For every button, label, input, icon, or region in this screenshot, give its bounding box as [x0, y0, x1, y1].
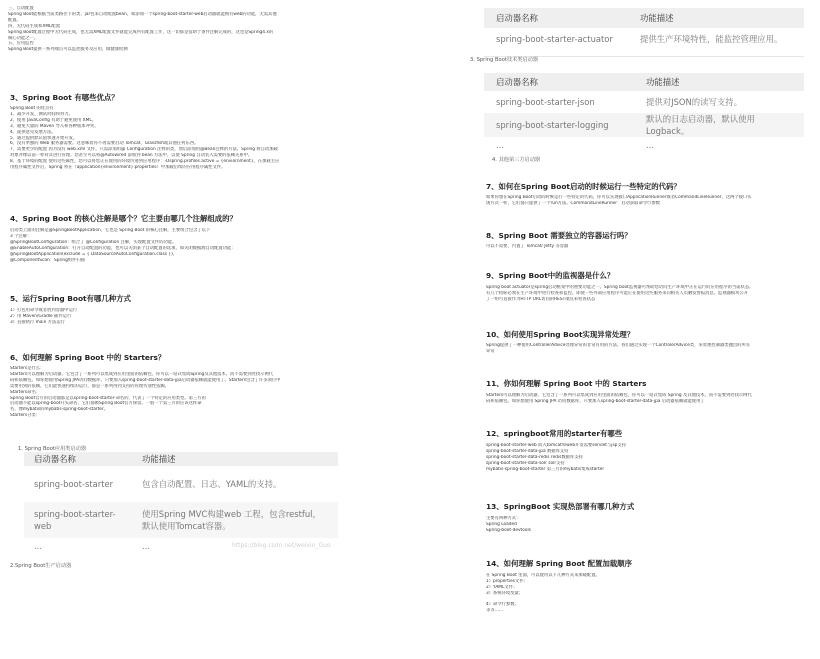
table-cell: 提供对JSON的读写支持。 [646, 97, 743, 107]
text-line: 启动类上面的注解是@SpringBootApplication，它也是 Spring Boot 的核心注解，主要组合包含了以下 [10, 228, 211, 233]
table-cell: ... [34, 541, 42, 551]
text-line: spring-boot-starter-data-jpa 数据库支持 [486, 448, 569, 454]
list-caption: 1. Spring Boot应用类启动器 [18, 446, 87, 452]
text-line: 2）YAML文件； [486, 584, 518, 590]
section-body [486, 573, 600, 613]
text-line: mybatis-spring-boot-starter 第三方的mybatis集成starter [486, 466, 605, 472]
text-line: 四、无代码生成和XML配置 [8, 23, 61, 29]
section-body [10, 228, 236, 263]
text-line: Spring boot actuator是spring启动框架中的重要功能之一。Spring boot监视器可帮助您访问生产环境中正在运行的应用程序的当前状态。 [486, 285, 754, 290]
text-line: 5、通过提供默认值快速开始开发。 [10, 135, 78, 141]
text-line: 了一组可直接作为HTTP URL访问的REST端点来检查状态 [486, 296, 596, 302]
section-heading: 11、你如何理解 Spring Boot 中的 Starters [486, 379, 647, 388]
list-caption: 3. Spring Boot技术类启动器 [470, 57, 539, 63]
text-line: 7、需要更少的配置 因为没有 web.xml 文件。只需添加用@ Configuration 注释的类，然后添加用@Bean注释的方法，Spring 将自动加载 [10, 147, 278, 153]
section-body [486, 443, 626, 473]
text-line: Starters可以理解为启动器，它包含了一系列可以集成到应用里面的依赖包，你可以一站式集成Spring及其他技术，而不需要到处找示例代 [10, 371, 274, 377]
section-body [10, 308, 77, 326]
section-body [486, 393, 752, 405]
section-heading: 14、如何理解 Spring Boot 配置加载顺序 [486, 559, 632, 568]
table-row [484, 91, 804, 113]
text-line: 主要有两种方式： [486, 516, 521, 521]
table-cell: spring-boot-starter [34, 479, 114, 489]
watermark: https://blog.csdn.net/weixin_Guo [232, 542, 331, 549]
text-line: 用程序属性文件后，Spring 将在（application{environment}.properties）中加载后续的应用程序属性文件。 [10, 165, 226, 171]
text-line: 有几个指标必须在生产环境中进行检查和监控。即使一些外部应用程序可能正在使用这些服务来向相关人员触发警报消息。监视器模块公开 [486, 290, 749, 296]
text-line: spring-boot-starter-data-redis redis数据库支持 [486, 454, 583, 460]
text-line: Spring Boot提供一系列端点可以监控服务及应用，做健康检测 [8, 47, 128, 53]
text-line: 6、没有单独的 Web 服务器需要。这意味着你不再需要启动 Tomcat，Glassfish或其他任何东西。 [10, 141, 199, 147]
text-line: 3）直接执行 main 方法运行 [10, 319, 65, 325]
text-line: @EnableAutoConfiguration：打开自动配置的功能，也可以关闭某个自动配置的选项，如关闭数据源自动配置功能： [10, 245, 236, 251]
text-line: spring-boot-starter-data-solr solr支持 [486, 460, 565, 466]
text-line: Spring Loaded [486, 521, 517, 527]
section-heading: 7、如何在Spring Boot启动的时候运行一些特定的代码？ [486, 182, 681, 191]
text-line: @ComponentScan：Spring组件扫描 [10, 257, 86, 263]
text-line: Spring Boot能根据当前类路径下的类、jar包来自动配置bean，如添加一个spring-boot-starter-web启动器就能拥有web的功能，无需其他 [8, 11, 277, 17]
text-line: 等等…… [486, 607, 504, 613]
text-line: 核心功能之一。 [8, 35, 39, 41]
text-line: 1）properties文件； [486, 578, 528, 584]
text-line: 启动器不能以spring-boot开头命名，它们都被Spring Boot官方保留。一般一个第三方的应该这样命 [10, 401, 202, 407]
section-body [486, 195, 752, 207]
section-body [486, 244, 568, 250]
text-line: 需要用到的依赖，它们能快速持续的运行，都是一系列得到支持的管理传递性依赖。 [10, 383, 169, 389]
text-line: 2）用 Maven/Gradle 插件运行 [10, 313, 72, 319]
text-line: 在 Spring Boot 里面，可以使用以下几种方式来加载配置。 [486, 573, 600, 578]
table-cell: 使用Spring MVC构建web 工程，包含restful，默认使用Tomcat容器。 [132, 502, 338, 538]
list-caption: 2.Spring Boot生产启动器 [10, 563, 72, 569]
text-line: 8、基于环境的配置 使用这些属性，您可以将您正在使用的环境传递到应用程序：-Dspring.profiles.active = {enviornment}。在加载主应 [10, 159, 280, 165]
table-header: 启动器名称 [24, 452, 132, 466]
section-body [10, 106, 279, 171]
section-body [486, 285, 753, 303]
table-header: 启动器名称 [484, 73, 634, 91]
text-line: Spring-boot-devtools [486, 527, 531, 533]
section-heading: 6、如何理解 Spring Boot 中的 Starters？ [10, 353, 166, 362]
text-line: Starters是什么： [10, 366, 45, 371]
section-heading: 8、Spring Boot 需要独立的容器运行吗？ [486, 231, 632, 240]
text-line: 3 个注解： [10, 233, 32, 239]
table-row [484, 137, 804, 153]
section-body [486, 516, 531, 534]
section-body [10, 366, 280, 419]
text-line: 码和依赖包。如你想使用 Spring JPA 访问数据库，只要加入spring-boot-starter-data-jpa 启动器依赖就能使用了 [486, 398, 705, 404]
starter-table-production [484, 8, 804, 50]
text-line: Starters命名： [10, 389, 41, 395]
text-line: 4）命令行参数； [486, 601, 519, 607]
table-row [24, 466, 338, 502]
text-line: 名，像mybatis的mybatis-spring-boot-starter。 [10, 407, 109, 413]
text-line: 1、减少开发，测试时间和努力。 [10, 111, 73, 117]
table-header: 功能描述 [132, 452, 338, 466]
section-heading: 4、Spring Boot 的核心注解是哪个？它主要由哪几个注解组成的？ [10, 214, 237, 223]
table-cell: 默认的日志启动器，默认使用Logback。 [634, 113, 804, 137]
section-body [486, 343, 750, 355]
text-line: 可以不需要，内置了 Tomcat/ Jetty 等容器 [486, 244, 569, 249]
text-line: 3、避免大量的 Maven 导入和各种版本冲突。 [10, 123, 99, 129]
section-heading: 3、Spring Boot 有哪些优点？ [10, 93, 119, 102]
section-heading: 10、如何使用Spring Boot实现异常处理？ [486, 330, 635, 339]
section-heading: 9、Spring Boot中的监视器是什么？ [486, 271, 615, 280]
table-row [484, 113, 804, 137]
text-line: Spring提供了一种使用ControllerAdvice处理异常的非常有用的方法。我们通过实现一个ControlerAdvice类，来处理控制器类抛出的所有 [486, 343, 751, 348]
starter-table-app [24, 452, 338, 554]
text-line: spring-boot-starter-web 嵌入tomcat和web开发需要servlet与jsp支持 [486, 443, 626, 448]
table-header: 功能描述 [634, 73, 804, 91]
section-heading: 5、运行Spring Boot有哪几种方式 [10, 294, 131, 303]
text-line: 对象并像以前一样对其进行管理。您甚至可以将@Autowired 添加到 bean 方法中，以使 Spring 自动装入需要的依赖关系中。 [10, 153, 253, 159]
table-header: 启动器名称 [484, 8, 628, 28]
table-row [484, 28, 804, 50]
text-line: 配置。 [8, 17, 21, 23]
table-cell: ... [646, 140, 654, 150]
section-heading: 13、SpringBoot 实现热部署有哪几种方式 [486, 502, 635, 511]
text-line: Starters可以理解为启动器，它包含了一系列可以集成到应用里面的依赖包，你可以一站式集成 Spring 及其他技术，而不需要到处找示例代 [486, 393, 752, 398]
intro-block [8, 6, 277, 53]
table-cell: spring-boot-starter-json [496, 97, 595, 107]
text-line: 三、自动配置 [8, 6, 34, 11]
text-line: 现方式一样，它们都只提供了一个run方法。CommandLineRunner：启动获取命令行参数 [486, 200, 660, 206]
text-line: 2、使用 JavaConfig 有助于避免使用 XML。 [10, 117, 97, 123]
text-line: 1）打包用命令或者放到容器中运行 [10, 308, 78, 313]
table-cell: spring-boot-starter-web [24, 502, 132, 538]
text-line: 异常 [486, 348, 495, 354]
table-cell: ... [142, 541, 150, 551]
text-line: 如果你想在Spring Boot启动的时候运行一些特定的代码，你可以实现接口ApplicationRunner或者CommandLineRunner，这两个接口实 [486, 195, 752, 200]
text-line: Spring Boot官方的启动器都是以spring-boot-starter-命名的，代表了一个特定的应用类型。第三方的 [10, 395, 206, 401]
table-cell: spring-boot-starter-logging [484, 113, 634, 137]
table-cell: 提供生产环境特性，能监控管理应用。 [640, 34, 783, 44]
text-line: Spring Boot配置过程中无代码生成，也无需XML配置文件就能完成所有配置工作，这一切都是借助于条件注解完成的，这也是Spring4.x的 [8, 29, 274, 35]
table-cell: spring-boot-starter-actuator [496, 34, 613, 44]
text-line: 五、应用监控 [8, 41, 34, 47]
text-line: 4、提供意见发展方法。 [10, 129, 56, 135]
text-line: 码和依赖包。如你想使用Spring JPA访问数据库，只要加入spring-boot-starter-data-jpa启动器依赖就能使用了。Starters包含了许多项目中 [10, 377, 281, 383]
table-cell: 包含自动配置、日志、YAML的支持。 [142, 479, 282, 489]
text-line: @SpringBootApplication(exclude = { DataSourceAutoConfiguration.class })。 [10, 251, 178, 257]
text-line: 3）系统环境变量； [486, 590, 524, 596]
table-row [24, 502, 338, 538]
starter-table-tech [484, 73, 804, 153]
text-line: Spring Boot 的优点有： [10, 106, 58, 111]
text-line: Starters分类： [10, 413, 41, 419]
table-header: 功能描述 [628, 8, 804, 28]
text-line: @SpringBootConfiguration：组合了 @Configuration 注解，实现配置文件的功能。 [10, 239, 177, 245]
list-caption: 4. 其他第三方启动器 [492, 157, 541, 163]
section-heading: 12、springboot常用的starter有哪些 [486, 429, 623, 438]
table-cell: ... [496, 140, 504, 150]
